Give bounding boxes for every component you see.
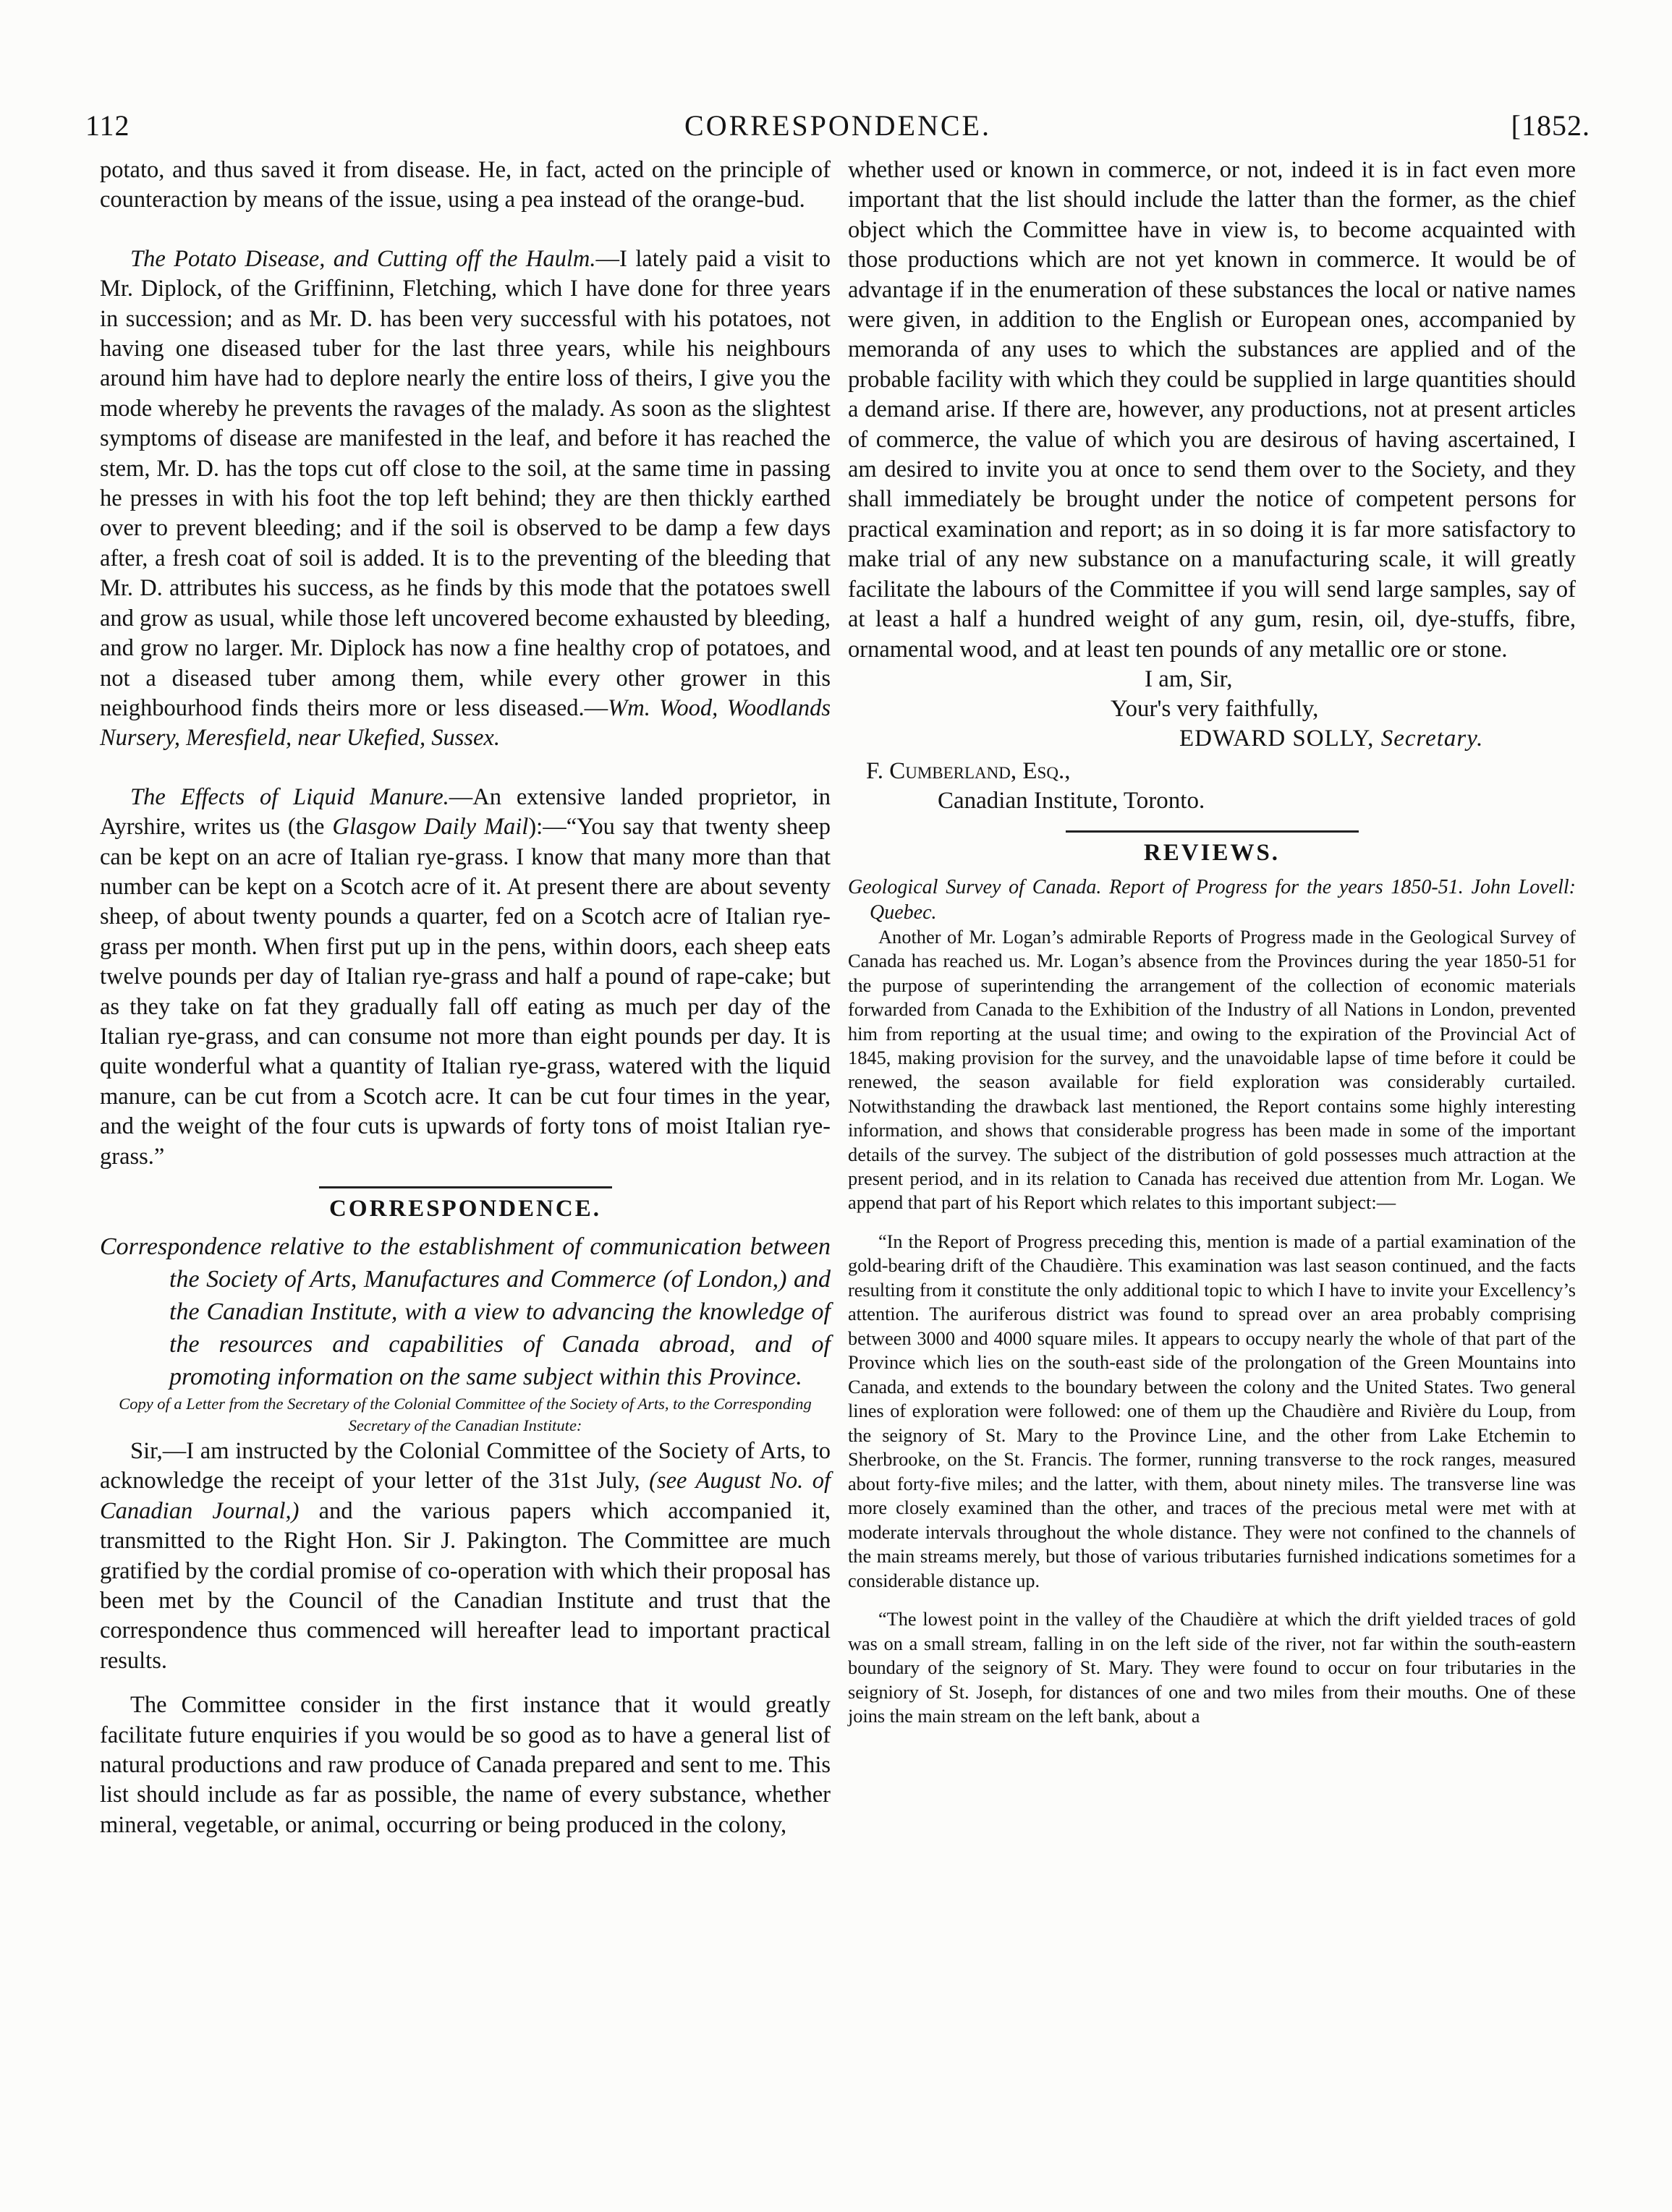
review-body: Another of Mr. Logan’s admirable Reports of Progress made in the Geological Survey of Canada has reached us. Mr. Logan’s absence from the Provinces during the year 1850-51 for the purpose of superintending the arrangement of the collection of economic materials forwarded from Canada to the Exhibition of the Industry of all Nations in London, prevented him from reporting at the usual time; and owing to the expiration of the Provincial Act of 1845, making provision for the survey, and the unavoidable lapse of time before it could be renewed, the season available for field exploration was considerably curtailed. Notwithstanding the drawback last mentioned, the Report contains some highly interesting information, and shows that considerable progress has been made in some of the important details of the survey. The subject of the distribution of gold possesses much attraction at the present period, and in its relation to Canada has received due attention from Mr. Logan. We append that part of his Report which relates to this important subject:— <box>848 925 1576 1214</box>
correspondence-subtitle: Correspondence relative to the establishment of communication between the Society of Arts, Manufactures and Commerce (of London,) and the Canadian Institute, with a view to advancing the knowledge of the resources and capabilities of Canada abroad, and of promoting information on the same subject within this Province. <box>100 1233 831 1390</box>
year: [1852. <box>1511 109 1590 142</box>
review-title: Geological Survey of Canada. Report of Progress for the years 1850-51. John Lovell: Quebec. <box>848 875 1576 924</box>
letter-continuation: whether used or known in commerce, or not, indeed it is in fact even more important that the list should include the latter than the former, as the chief object which the Committee have in view is, to become acquainted with those productions which are not yet known in commerce. It would be of advantage if in the enumeration of these substances the local or native names were given, in addition to the English or European ones, accompanied by memoranda of any uses to which the substances are applied and of the probable facility with which they could be supplied in large quantities should a demand arise. If there are, however, any productions, not at present articles of commerce, the value of which you are desirous of having ascertained, I am desired to invite you at once to send them over to the Society, and they shall immediately be brought under the notice of competent persons for practical examination and report; as in so doing it is far more satisfactory to make trial of any new substance on a manufacturing scale, it will greatly facilitate the labours of the Committee if you will send large samples, say of at least a half a hundred weight of any gum, resin, oil, dye-stuffs, fibre, ornamental wood, and at least ten pounds of any metallic ore or stone. <box>848 157 1576 663</box>
reviews-heading: REVIEWS. <box>1143 839 1281 866</box>
haulm-title: The Potato Disease, and Cutting off the Haulm. <box>130 245 596 272</box>
addressee-place: Canadian Institute, Toronto. <box>938 787 1205 814</box>
running-header <box>85 109 1590 159</box>
signatory <box>848 724 1576 754</box>
haulm-body: —I lately paid a visit to Mr. Diplock, of the Griffininn, Fletching, which I have done for three years in succession; and as Mr. D. has been very successful with his potatoes, not having one diseased tuber for the last three years, while his neighbours around him have had to deplore nearly the entire loss of theirs, I give you the mode whereby he prevents the ravages of the malady. As soon as the slightest symptoms of disease are manifested in the leaf, and before it has reached the stem, Mr. D. has the tops cut off close to the soil, at the same time in passing he presses in with his foot the top left behind; they are then thickly earthed over to prevent bleeding; and if the soil is observed to be damp a few days after, a fresh coat of soil is added. It is to the preventing of the bleeding that Mr. D. attributes his success, as he finds by this mode that the potatoes swell and grow as usual, while those left uncovered become exhausted by bleeding, and grow no larger. Mr. Diplock has now a fine healthy crop of potatoes, and not a diseased tuber among them, while every other grower in this neighbourhood finds theirs more or less diseased.— <box>100 245 831 721</box>
manure-body-1: —An extensive landed proprietor, in Ayrshire, writes us (the <box>100 783 831 841</box>
signatory-name: EDWARD SOLLY, <box>1179 725 1375 752</box>
potato-paragraph-end: potato, and thus saved it from disease. He, in fact, acted on the principle of counteraction by means of the issue, using a pea instead of the orange-bud. <box>100 157 831 213</box>
running-title: CORRESPONDENCE. <box>684 109 991 142</box>
haulm-article <box>100 244 831 754</box>
addressee-name: F. Cumberland, Esq., <box>866 757 1071 784</box>
manure-title: The Effects of Liquid Manure. <box>130 783 449 810</box>
section-rule <box>319 1186 612 1188</box>
letter-p1-text-b: and the various papers which accompanied it, transmitted to the Right Hon. Sir J. Pakington. The Committee are much gratified by the cordial promise of co-operation with which their proposal has been met by the Council of the Canadian Institute and trust that the correspondence thus commenced will hereafter lead to important practical results. <box>100 1497 831 1674</box>
quote-paragraph-2: “The lowest point in the valley of the Chaudière at which the drift yielded traces of gold was on a small stream, falling in on the left side of the river, not far within the south-eastern boundary of the seignory of St. Mary. They were found to occur on four tributaries in the seigniory of St. Joseph, for distances of one and two miles from their mouths. One of these joins the main stream on the left bank, about a <box>848 1609 1576 1727</box>
left-column <box>100 156 831 1840</box>
quote-paragraph-1: “In the Report of Progress preceding this, mention is made of a partial examination of the gold-bearing drift of the Chaudière. This examination was last season continued, and the facts resulting from it constitute the only additional topic to which I have to invite your Excellency’s attention. The auriferous district was found to spread over an area probably comprising between 3000 and 4000 square miles. It appears to occupy nearly the whole of that part of the Province which lies on the south-east side of the prolongation of the Green Mountains into Canada, and extends to the boundary between the colony and the United States. Two general lines of exploration were followed: one of them up the Chaudière and Rivière du Loup, from the seignory of St. Mary to the Province Line, and the other from Lake Etchemin to Sherbrooke, on the St. Francis. The former, running transverse to the rock ranges, measured about forty-five miles; and the latter, with them, about ninety miles. The transverse line was more closely examined than the other, and traces of the precious metal were met with at moderate intervals throughout the whole distance. They were not confined to the channels of the main streams merely, but those of various tributaries furnished indications sometimes for a considerable distance up. <box>848 1230 1576 1591</box>
manure-body-2: ):—“You say that twenty sheep can be kept on an acre of Italian rye-grass. I know that many more than that number can be kept on a Scotch acre of it. At present there are about seventy sheep, of about twenty pounds a quarter, fed on a Scotch acre of Italian rye-grass per month. When first put up in the pens, within doors, each sheep eats twelve pounds per day of Italian rye-grass and half a pound of rape-cake; but as they take on fat they gradually fall off eating as much per day of the Italian rye-grass, and can consume not more than eight pounds per day. It is quite wonderful what a quantity of Italian rye-grass, watered with the liquid manure, can be cut from a Scotch acre. It can be cut four times in the year, and the weight of the four cuts is upwards of forty tons of moist Italian rye-grass.” <box>100 814 831 1170</box>
letter-paragraph-1 <box>100 1437 831 1676</box>
right-column <box>848 156 1576 1729</box>
signatory-role: Secretary. <box>1380 725 1484 752</box>
sign-off-line-1: I am, Sir, <box>1145 665 1233 692</box>
letter-p1-reference: (see August No. of Canadian Journal,) <box>100 1468 831 1524</box>
haulm-signature: Wm. Wood, Woodlands Nursery, Meresfield, near Ukefied, Sussex. <box>100 694 831 752</box>
letter-paragraph-2: The Committee consider in the first instance that it would greatly facilitate future enquiries if you would be so good as to have a general list of natural productions and raw produce of Canada prepared and sent to me. This list should include as far as possible, the name of every substance, whether mineral, vegetable, or animal, occurring or being produced in the colony, <box>100 1692 831 1838</box>
letter-p1-text-a: Sir,—I am instructed by the Colonial Committee of the Society of Arts, to acknowledge the receipt of your letter of the 31st July, <box>100 1438 831 1494</box>
reviews-rule <box>1066 830 1359 833</box>
manure-article <box>100 783 831 1172</box>
letter-copy-heading: Copy of a Letter from the Secretary of the Colonial Committee of the Society of Arts, to the Corresponding Secretary of the Canadian Institute: <box>119 1395 812 1434</box>
sign-off-line-2: Your's very faithfully, <box>1111 695 1319 722</box>
manure-paper-name: Glasgow Daily Mail <box>332 814 529 841</box>
correspondence-heading: CORRESPONDENCE. <box>329 1196 601 1222</box>
page-number: 112 <box>85 109 130 142</box>
